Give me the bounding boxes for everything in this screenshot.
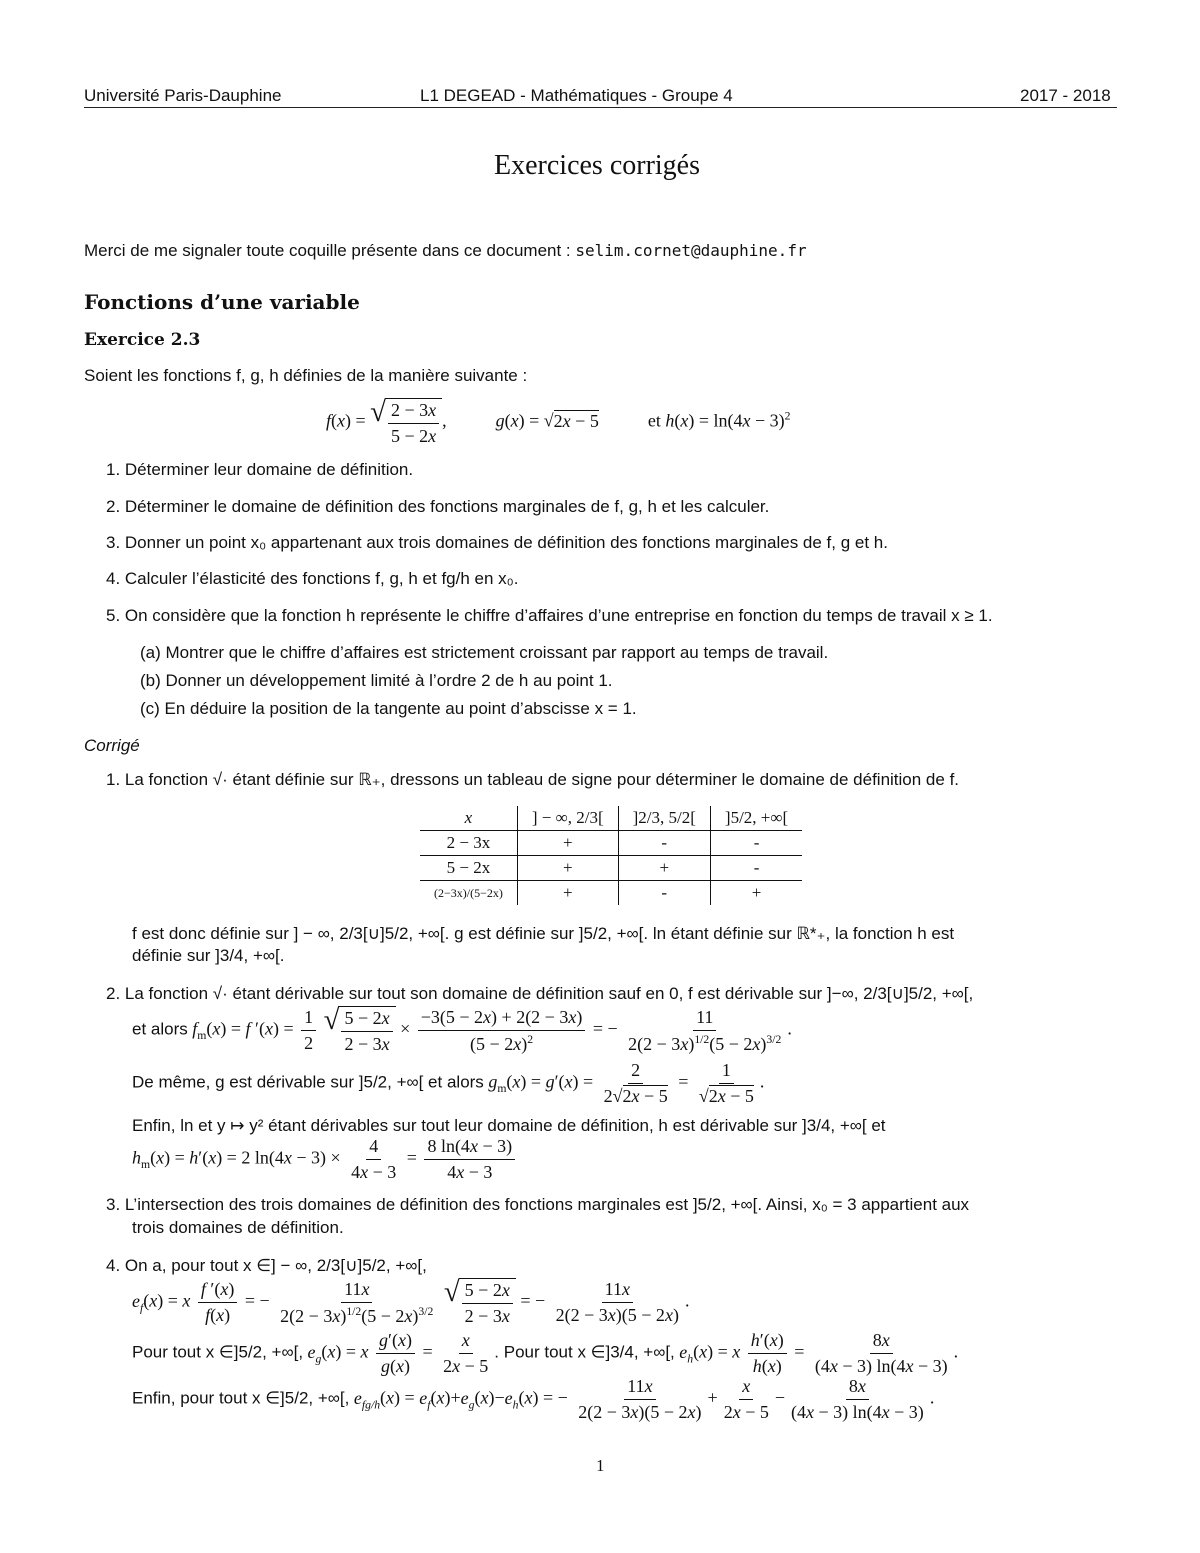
table-row-label: 5 − 2x bbox=[420, 856, 517, 881]
intro-line bbox=[84, 241, 807, 261]
question-2: 2. Déterminer le domaine de définition des fonctions marginales de f, g, h et les calculer. bbox=[106, 497, 770, 516]
question-3: 3. Donner un point x₀ appartenant aux trois domaines de définition des fonctions marginales de f, g et h. bbox=[106, 533, 888, 552]
answer-4-g-prefix: Pour tout x ∈]5/2, +∞[, bbox=[132, 1342, 304, 1362]
answer-1-conclusion-2: définie sur ]3/4, +∞[. bbox=[132, 946, 285, 965]
section-heading: Fonctions d’une variable bbox=[84, 290, 360, 314]
question-4: 4. Calculer l’élasticité des fonctions f, g, h et fg/h en x₀. bbox=[106, 569, 519, 588]
table-cell: - bbox=[618, 881, 710, 906]
table-header-row bbox=[420, 806, 802, 831]
answer-2-line-1: 2. La fonction √· étant dérivable sur tout son domaine de définition sauf en 0, f est dérivable sur ]−∞, 2/3[∪]5/2, +∞[, bbox=[106, 984, 974, 1003]
subquestion-c: (c) En déduire la position de la tangente au point d’abscisse x = 1. bbox=[140, 699, 637, 718]
page-number: 1 bbox=[596, 1456, 605, 1475]
answer-4-eg-eh-formula: Pour tout x ∈]5/2, +∞[, $e_g(x) = x$ $\frac{g'(x)}{g(x)}$ = $\frac{x}{2x - 5}$ . Pour tout x ∈]3/4, +∞[, $e_h(x) = x$ $\frac{h'(x)}{h(x)}$ = $\frac{8x}{(4x - 3) \ln(4x - 3)}$ . bbox=[132, 1330, 959, 1376]
table-cell: + bbox=[618, 856, 710, 881]
table-header-cell: x bbox=[420, 806, 517, 831]
statement-text: Soient les fonctions f, g, h définies de la manière suivante : bbox=[84, 366, 528, 385]
table-cell: - bbox=[618, 831, 710, 856]
function-definitions: f(x) = √ $\frac{2 - 3x}{5 - 2x}$ , g(x) = √2x − 5 et $h(x) = \ln(4x - 3)^2$ bbox=[326, 396, 791, 446]
table-cell: + bbox=[517, 831, 618, 856]
exercise-heading: Exercice 2.3 bbox=[84, 330, 201, 350]
answer-1-intro: 1. La fonction √· étant définie sur ℝ₊, dressons un tableau de signe pour déterminer le domaine de définition de f. bbox=[106, 770, 960, 789]
header-course: L1 DEGEAD - Mathématiques - Groupe 4 bbox=[420, 86, 733, 105]
intro-text: Merci de me signaler toute coquille présente dans ce document : bbox=[84, 241, 576, 260]
table-row bbox=[420, 831, 802, 856]
question-1: 1. Déterminer leur domaine de définition. bbox=[106, 460, 414, 479]
table-cell: + bbox=[751, 883, 762, 902]
answer-2-hm-formula: $h_m(x) = h'(x) = 2$ ln(4x − 3) × $\frac{4}{4x - 3}$ = $\frac{8 \ln(4x - 3)}{4x - 3}$ bbox=[132, 1136, 518, 1183]
answer-4-ef-formula: $e_f(x) = x$ $\frac{f '(x)}{f(x)}$ = − $\frac{11x}{2(2 - 3x)^{1/2}(5 - 2x)^{3/2}}$ √ $\frac{5 - 2x}{2 - 3x}$ = − $\frac{11x}{2(2 - 3x)(5 - 2x)}$ . bbox=[132, 1276, 690, 1326]
subquestion-b: (b) Donner un développement limité à l’ordre 2 de h au point 1. bbox=[140, 671, 613, 690]
corrige-label: Corrigé bbox=[84, 736, 140, 755]
answer-3-line-2: trois domaines de définition. bbox=[132, 1218, 344, 1237]
table-row bbox=[420, 856, 802, 881]
sign-table bbox=[420, 806, 802, 905]
table-cell: - bbox=[710, 856, 802, 881]
answer-4-h-prefix: . Pour tout x ∈]3/4, +∞[, bbox=[494, 1342, 675, 1362]
answer-4-line-1: 4. On a, pour tout x ∈] − ∞, 2/3[∪]5/2, +∞[, bbox=[106, 1256, 427, 1275]
answer-2-g-prefix: De même, g est dérivable sur ]5/2, +∞[ et alors bbox=[132, 1072, 484, 1092]
table-cell: + bbox=[517, 856, 618, 881]
answer-2-gm-formula: De même, g est dérivable sur ]5/2, +∞[ et alors $g_m(x) = g'(x)$ = $\frac{2}{2√2x - 5}$ = $\frac{1}{√2x - 5}$ . bbox=[132, 1060, 765, 1106]
table-cell: + bbox=[517, 881, 618, 906]
answer-2-prefix: et alors bbox=[132, 1019, 188, 1039]
table-header-cell: ]2/3, 5/2[ bbox=[618, 806, 710, 831]
table-row-label: 2 − 3x bbox=[420, 831, 517, 856]
header-year: 2017 - 2018 bbox=[1020, 86, 1111, 105]
subquestion-a: (a) Montrer que le chiffre d’affaires est strictement croissant par rapport au temps de travail. bbox=[140, 643, 829, 662]
question-5: 5. On considère que la fonction h représente le chiffre d’affaires d’une entreprise en fonction du temps de travail x ≥ 1. bbox=[106, 606, 993, 625]
table-header-cell: ] − ∞, 2/3[ bbox=[517, 806, 618, 831]
table-row bbox=[420, 881, 802, 906]
table-cell: - bbox=[710, 831, 802, 856]
answer-2-fm-formula: et alors $f_m(x) = f$ ′(x) = $\frac{1}{2}$ √ $\frac{5 - 2x}{2 - 3x}$ × $\frac{-3(5 - 2x) + 2(2 - 3x)}{(5 - 2x)^2}$ = − $\frac{11}{2(2 - 3x)^{1/2}(5 - 2x)^{3/2}}$ . bbox=[132, 1004, 792, 1054]
answer-1-conclusion-1: f est donc définie sur ] − ∞, 2/3[∪]5/2, +∞[. g est définie sur ]5/2, +∞[. ln étant définie sur ℝ*₊, la fonction h est bbox=[132, 924, 955, 943]
header-institution: Université Paris-Dauphine bbox=[84, 86, 282, 105]
page-title: Exercices corrigés bbox=[494, 150, 700, 181]
answer-4-fgh-prefix: Enfin, pour tout x ∈]5/2, +∞[, bbox=[132, 1388, 350, 1408]
table-row-label: (2−3x)/(5−2x) bbox=[420, 881, 517, 906]
contact-email: selim.cornet@dauphine.fr bbox=[575, 241, 807, 260]
answer-3-line-1: 3. L’intersection des trois domaines de définition des fonctions marginales est ]5/2, +∞[. Ainsi, x₀ = 3 appartient aux bbox=[106, 1195, 970, 1214]
answer-2-line-4: Enfin, ln et y ↦ y² étant dérivables sur tout leur domaine de définition, h est dérivable sur ]3/4, +∞[ et bbox=[132, 1116, 886, 1135]
answer-4-efgh-formula: Enfin, pour tout x ∈]5/2, +∞[, $e_{fg/h}(x) = e_f(x)+e_g(x)-e_h(x)$ = − $\frac{11x}{2(2 - 3x)(5 - 2x)}$ + $\frac{x}{2x - 5}$ − $\frac{8x}{(4x - 3) \ln(4x - 3)}$ . bbox=[132, 1376, 935, 1422]
header-rule bbox=[84, 107, 1117, 108]
table-header-cell: ]5/2, +∞[ bbox=[710, 806, 802, 831]
